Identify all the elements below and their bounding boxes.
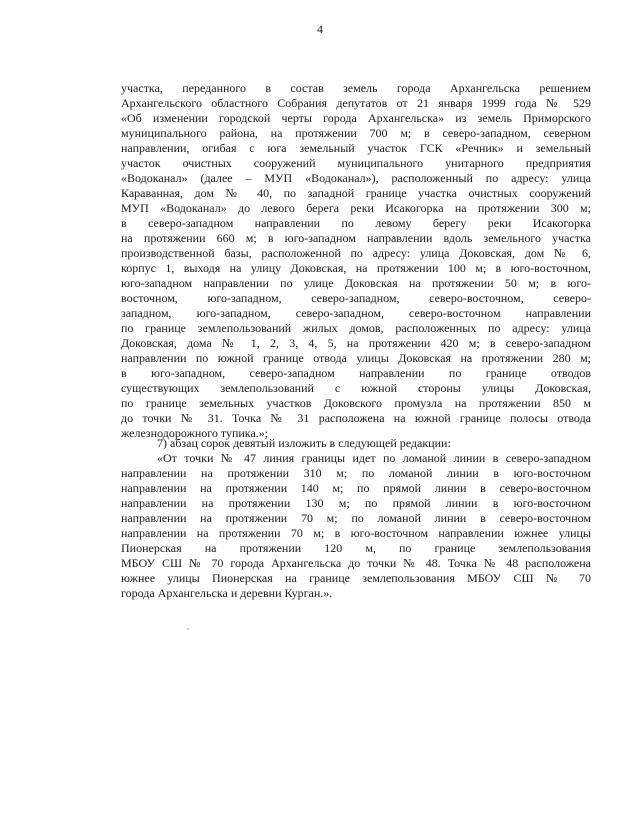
text-line: участок очистных сооружений муниципального унитарного предприятия [121, 156, 591, 170]
text-line: «От точки № 47 линия границы идет по ломаной линии в северо-западном [157, 451, 591, 465]
text-line: корпус 1, выходя на улицу Доковская, на протяжении 100 м; в юго-восточном, [121, 261, 591, 275]
text-line: Караванная, дом № 40, по западной границе участка очистных сооружений [121, 186, 591, 200]
text-line: Пионерская на протяжении 120 м, по границе землепользования [121, 541, 591, 555]
text-line: Доковская, дома № 1, 2, 3, 4, 5, на протяжении 420 м; в северо-западном [121, 336, 591, 350]
text-line: города Архангельска и деревни Курган.». [121, 586, 333, 600]
text-line: муниципального района, на протяжении 700 м; в северо-западном, северном [121, 126, 591, 140]
text-line: в юго-западном, северо-западном направлении по границе отводов [121, 366, 591, 380]
text-line: до точки № 31. Точка № 31 расположена на южной границе полосы отвода [121, 411, 591, 425]
text-line: направлении по южной границе отвода улицы Доковская на протяжении 280 м; [121, 351, 591, 365]
text-line: юго-западном направлении по улице Доковская на протяжении 50 м; в юго- [121, 276, 591, 290]
text-line: направлении, огибая с юга земельный участок ГСК «Речник» и земельный [121, 141, 591, 155]
text-line: по границе земельных участков Доковского промузла на протяжении 850 м [121, 396, 591, 410]
scan-speck [187, 628, 189, 630]
text-line: в северо-западном направлении по левому берегу реки Исакогорка [121, 216, 591, 230]
text-line: направлении на протяжении 310 м; по ломаной линии в юго-восточном [121, 466, 591, 480]
text-line: направлении на протяжении 140 м; по прямой линии в северо-восточном [121, 481, 591, 495]
text-line: по границе землепользований жилых домов, расположенных по адресу: улица [121, 321, 591, 335]
item-7-heading: 7) абзац сорок девятый изложить в следующей редакции: [157, 436, 451, 450]
text-line: МУП «Водоканал» до левого берега реки Исакогорка на протяжении 300 м; [121, 201, 591, 215]
text-line: железнодорожного тупика.»; [121, 426, 269, 440]
paragraph-continuation [121, 81, 591, 441]
text-line: на протяжении 660 м; в юго-западном направлении вдоль земельного участка [121, 231, 591, 245]
item-7-heading-block [121, 436, 591, 451]
text-line: «Водоканал» (далее – МУП «Водоканал»), расположенный по адресу: улица [121, 171, 591, 185]
item-7-quoted-text [121, 451, 591, 601]
text-line: восточном, юго-западном, северо-западном, северо-восточном, северо- [121, 291, 591, 305]
text-line: производственной базы, расположенной по адресу: улица Доковская, дом № 6, [121, 246, 591, 260]
page-number: 4 [317, 22, 323, 36]
text-line: участка, переданного в состав земель города Архангельска решением [121, 81, 591, 95]
text-line: МБОУ СШ № 70 города Архангельска до точки № 48. Точка № 48 расположена [121, 556, 591, 570]
text-line: «Об изменении городской черты города Архангельска» из земель Приморского [121, 111, 591, 125]
text-line: направлении на протяжении 130 м; по прямой линии в юго-восточном [121, 496, 591, 510]
text-line: западном, юго-западном, северо-западном, северо-восточном направлении [121, 306, 591, 320]
text-line: направлении на протяжении 70 м; в юго-восточном направлении южнее улицы [121, 526, 591, 540]
text-line: существующих землепользований с южной стороны улицы Доковская, [121, 381, 591, 395]
text-line: южнее улицы Пионерская на границе землепользования МБОУ СШ № 70 [121, 571, 591, 585]
text-line: Архангельского областного Собрания депутатов от 21 января 1999 года № 529 [121, 96, 591, 110]
text-line: направлении на протяжении 70 м; по ломаной линии в северо-восточном [121, 511, 591, 525]
